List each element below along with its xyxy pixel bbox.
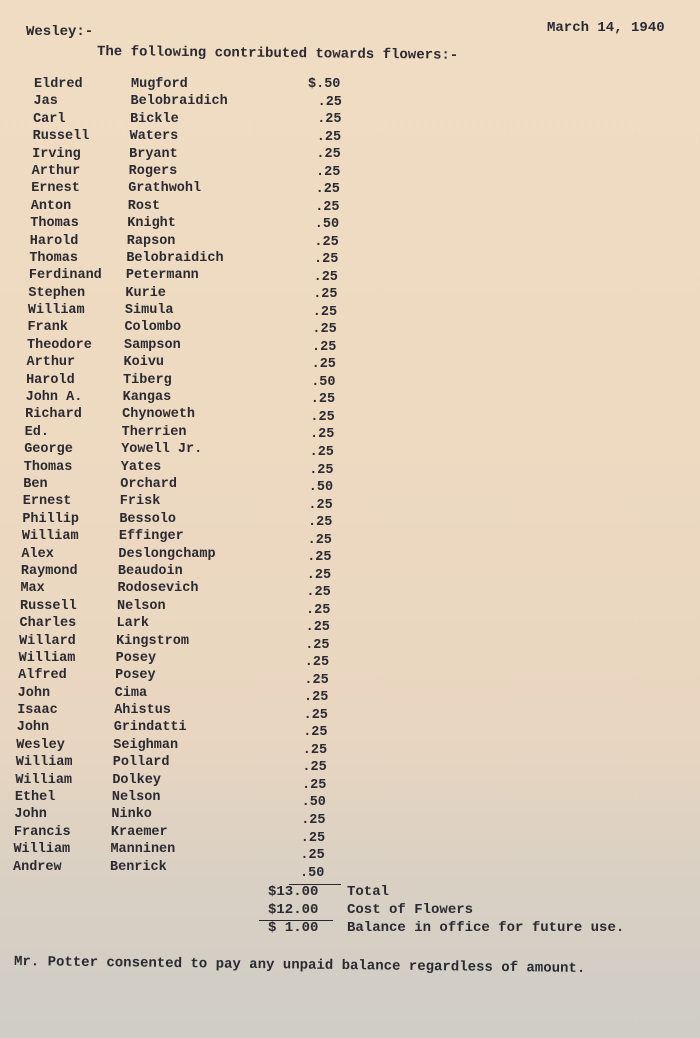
contributor-first-name: Thomas [30,216,79,232]
contribution-amount: .50 [314,217,340,233]
list-item [0,859,700,881]
contributor-last-name: Ninko [111,807,152,823]
list-item [0,215,700,232]
contribution-amount: .25 [302,777,327,793]
contribution-amount: .25 [314,252,339,268]
contribution-amount: .25 [315,199,340,215]
contribution-amount: .25 [309,462,334,478]
contributor-last-name: Chynoweth [122,407,196,423]
list-item [0,389,700,406]
contributor-first-name: John [14,807,47,823]
contribution-amount: .25 [300,830,326,846]
contribution-amount: .25 [316,164,341,180]
list-item [0,476,700,496]
contributor-last-name: Therrien [121,424,187,440]
contributor-last-name: Colombo [124,320,182,336]
contribution-amount: .25 [306,567,332,583]
contributor-last-name: Belobraidich [130,94,228,110]
footer-note: Mr. Potter consented to pay any unpaid balance regardless of amount. [13,954,586,977]
contributor-first-name: Ernest [31,181,80,197]
contribution-amount: .25 [315,182,340,198]
total-amount: $13.00 [268,884,319,900]
contributor-last-name: Kangas [122,390,172,406]
contributor-last-name: Orchard [120,476,177,492]
contributor-last-name: Rogers [128,163,178,179]
contributor-first-name: Alex [21,546,54,562]
contribution-amount: .25 [313,287,338,303]
salutation: Wesley:- [26,24,94,40]
contributor-first-name: Ethel [14,790,56,806]
contribution-amount: .50 [308,480,334,496]
list-item [0,824,700,846]
contribution-amount: .25 [310,392,336,408]
contribution-amount: .25 [314,234,339,250]
contribution-amount: .25 [306,602,331,618]
contribution-amount: .25 [303,725,328,741]
contributor-last-name: Bickle [130,111,179,127]
contribution-amount: .25 [317,94,342,110]
contributor-first-name: Francis [13,824,71,840]
contributor-last-name: Sampson [124,337,181,353]
contribution-amount: .25 [300,848,325,864]
list-item [0,111,700,128]
contributor-last-name: Petermann [125,268,199,284]
list-item [0,319,700,336]
contributor-last-name: Kingstrom [116,633,189,649]
list-item [0,233,700,250]
contributor-first-name: Thomas [29,250,78,266]
totals-block [0,884,700,938]
contribution-amount: .25 [312,304,338,320]
contributor-last-name: Manninen [110,842,176,858]
contributor-first-name: George [24,442,73,458]
contributor-last-name: Yowell Jr. [121,442,203,458]
contribution-amount: .25 [304,690,329,706]
list-item [0,354,700,371]
contributor-last-name: Nelson [117,598,166,614]
contributor-first-name: Ernest [22,494,72,510]
contributor-first-name: Phillip [22,511,80,527]
contribution-amount: $.50 [308,77,341,92]
list-item [0,76,700,93]
list-item [0,789,700,811]
list-item [0,406,700,423]
list-item [0,337,700,354]
contributor-last-name: Kraemer [110,824,168,840]
contribution-amount: .25 [312,339,337,355]
contribution-amount: .50 [301,795,326,811]
contributor-first-name: John [16,720,50,736]
contributor-first-name: Ben [23,476,48,492]
contributor-first-name: Charles [19,616,77,632]
list-item [0,650,700,671]
contributor-first-name: Frank [27,320,68,336]
contributor-last-name: Belobraidich [126,250,224,266]
contributor-last-name: Effinger [118,529,184,545]
contributor-first-name: Ed. [24,424,49,440]
contributor-first-name: John A. [25,390,83,406]
total-row [0,884,700,902]
list-item [0,163,700,180]
contribution-amount: .25 [308,497,333,513]
contributor-last-name: Ahistus [114,703,171,719]
contributor-last-name: Grindatti [113,720,187,736]
contributor-first-name: Richard [25,407,82,423]
contributor-first-name: Wesley [16,737,65,753]
contributor-last-name: Nelson [111,790,161,806]
contributor-last-name: Kurie [125,285,166,301]
contributor-first-name: William [27,303,85,319]
balance-row [0,920,700,938]
contribution-amount: .25 [305,620,330,636]
list-item [0,546,700,566]
list-item [0,93,700,110]
contributor-last-name: Mugford [131,77,188,92]
list-item [0,580,700,601]
contributor-last-name: Knight [127,216,176,232]
contributor-last-name: Rapson [126,233,176,249]
list-item [0,772,700,793]
contributor-first-name: Andrew [13,859,62,875]
contribution-amount: .25 [304,655,330,671]
contributor-last-name: Dolkey [112,772,161,788]
list-item [0,737,700,758]
contributor-first-name: Eldred [34,77,83,92]
list-item [0,667,700,688]
contribution-amount: .25 [309,445,334,460]
contribution-amount: .25 [302,742,328,758]
list-item [0,598,700,618]
contributor-last-name: Rost [127,198,161,214]
contributor-first-name: Jas [33,94,58,110]
list-item [0,615,700,636]
list-item [0,719,700,741]
contributor-first-name: Isaac [17,703,58,719]
total-label: Total [347,884,390,900]
contributor-last-name: Waters [129,129,179,145]
contributor-first-name: Harold [29,233,79,249]
contributor-first-name: William [21,529,79,545]
contribution-amount: .25 [317,112,342,128]
contributor-first-name: William [13,842,71,858]
contributor-first-name: Arthur [26,355,76,371]
contribution-amount: .25 [310,427,335,443]
contribution-amount: .25 [303,707,328,723]
list-item [0,128,700,145]
contribution-amount: .25 [316,147,341,163]
intro-line: The following contributed towards flowers:- [96,44,459,64]
contribution-amount: .25 [306,585,331,601]
contributor-last-name: Benrick [110,859,167,875]
contributor-first-name: Russell [20,598,77,614]
contributor-last-name: Beaudoin [117,563,183,579]
list-item [0,441,700,458]
contributor-last-name: Koivu [123,355,165,371]
list-item [0,563,700,583]
contributor-first-name: Carl [33,111,66,127]
contribution-amount: .50 [311,374,336,390]
cost-row [0,902,700,920]
contributor-first-name: John [17,685,51,701]
contributor-last-name: Posey [115,668,156,684]
contribution-amount: .25 [308,515,333,531]
contributor-first-name: Anton [30,198,72,214]
contributor-last-name: Frisk [119,494,161,510]
contributor-first-name: Harold [26,372,75,388]
document-date: March 14, 1940 [547,20,665,36]
list-item [0,528,700,548]
contribution-amount: .25 [301,813,326,828]
contributor-last-name: Seighman [113,737,179,753]
cost-label: Cost of Flowers [347,902,474,918]
contributor-last-name: Lark [116,616,149,632]
contributor-first-name: Willard [19,633,76,649]
list-item [0,198,700,215]
list-item [0,633,700,653]
list-item [0,250,700,267]
contributor-first-name: Theodore [27,337,92,353]
contributor-last-name: Grathwohl [128,181,202,197]
contributor-last-name: Deslongchamp [118,546,216,562]
balance-amount: $ 1.00 [268,920,319,936]
contributor-first-name: William [15,772,73,788]
list-item [0,685,700,706]
list-item [0,754,700,776]
contributor-last-name: Bryant [129,146,178,162]
contributor-last-name: Cima [114,685,148,701]
contributor-last-name: Bessolo [119,511,177,527]
list-item [0,302,700,319]
contribution-amount: .25 [313,269,338,285]
list-item [0,267,700,284]
list-item [0,285,700,302]
contribution-amount: .50 [300,865,325,881]
contributor-first-name: Arthur [31,163,81,179]
contributor-last-name: Rodosevich [117,581,199,597]
contribution-amount: .25 [305,637,330,653]
contributor-first-name: Raymond [20,563,78,579]
list-item [0,511,700,531]
contribution-amount: .25 [304,672,329,688]
contributor-last-name: Posey [115,650,157,666]
contribution-amount: .25 [307,550,332,566]
list-item [0,702,700,723]
list-item [0,841,700,864]
list-item [0,459,700,476]
contributor-first-name: Stephen [28,285,86,301]
contributor-first-name: Russell [32,129,90,145]
list-item [0,806,700,828]
list-item [0,180,700,197]
list-item [0,372,700,389]
contributor-first-name: William [15,755,73,771]
list-item [0,424,700,441]
contribution-amount: .25 [312,322,337,338]
contributor-last-name: Pollard [112,755,170,771]
contributor-first-name: Ferdinand [28,268,102,284]
contributor-first-name: Alfred [18,668,67,684]
contribution-amount: .25 [302,760,327,776]
contributor-last-name: Tiberg [123,372,172,388]
contributor-first-name: Irving [32,146,81,162]
contribution-amount: .25 [316,129,342,145]
contribution-amount: .25 [311,357,336,373]
balance-label: Balance in office for future use. [347,920,625,936]
contributor-first-name: Thomas [23,459,73,475]
contribution-amount: .25 [310,409,335,425]
contributor-first-name: Max [20,581,45,597]
contributor-last-name: Simula [124,303,174,319]
contributor-last-name: Yates [120,459,162,475]
contributor-first-name: William [18,650,76,666]
cost-amount: $12.00 [268,902,319,918]
contribution-amount: .25 [307,532,332,548]
list-item [0,146,700,163]
list-item [0,493,700,513]
contributor-list [0,76,700,881]
